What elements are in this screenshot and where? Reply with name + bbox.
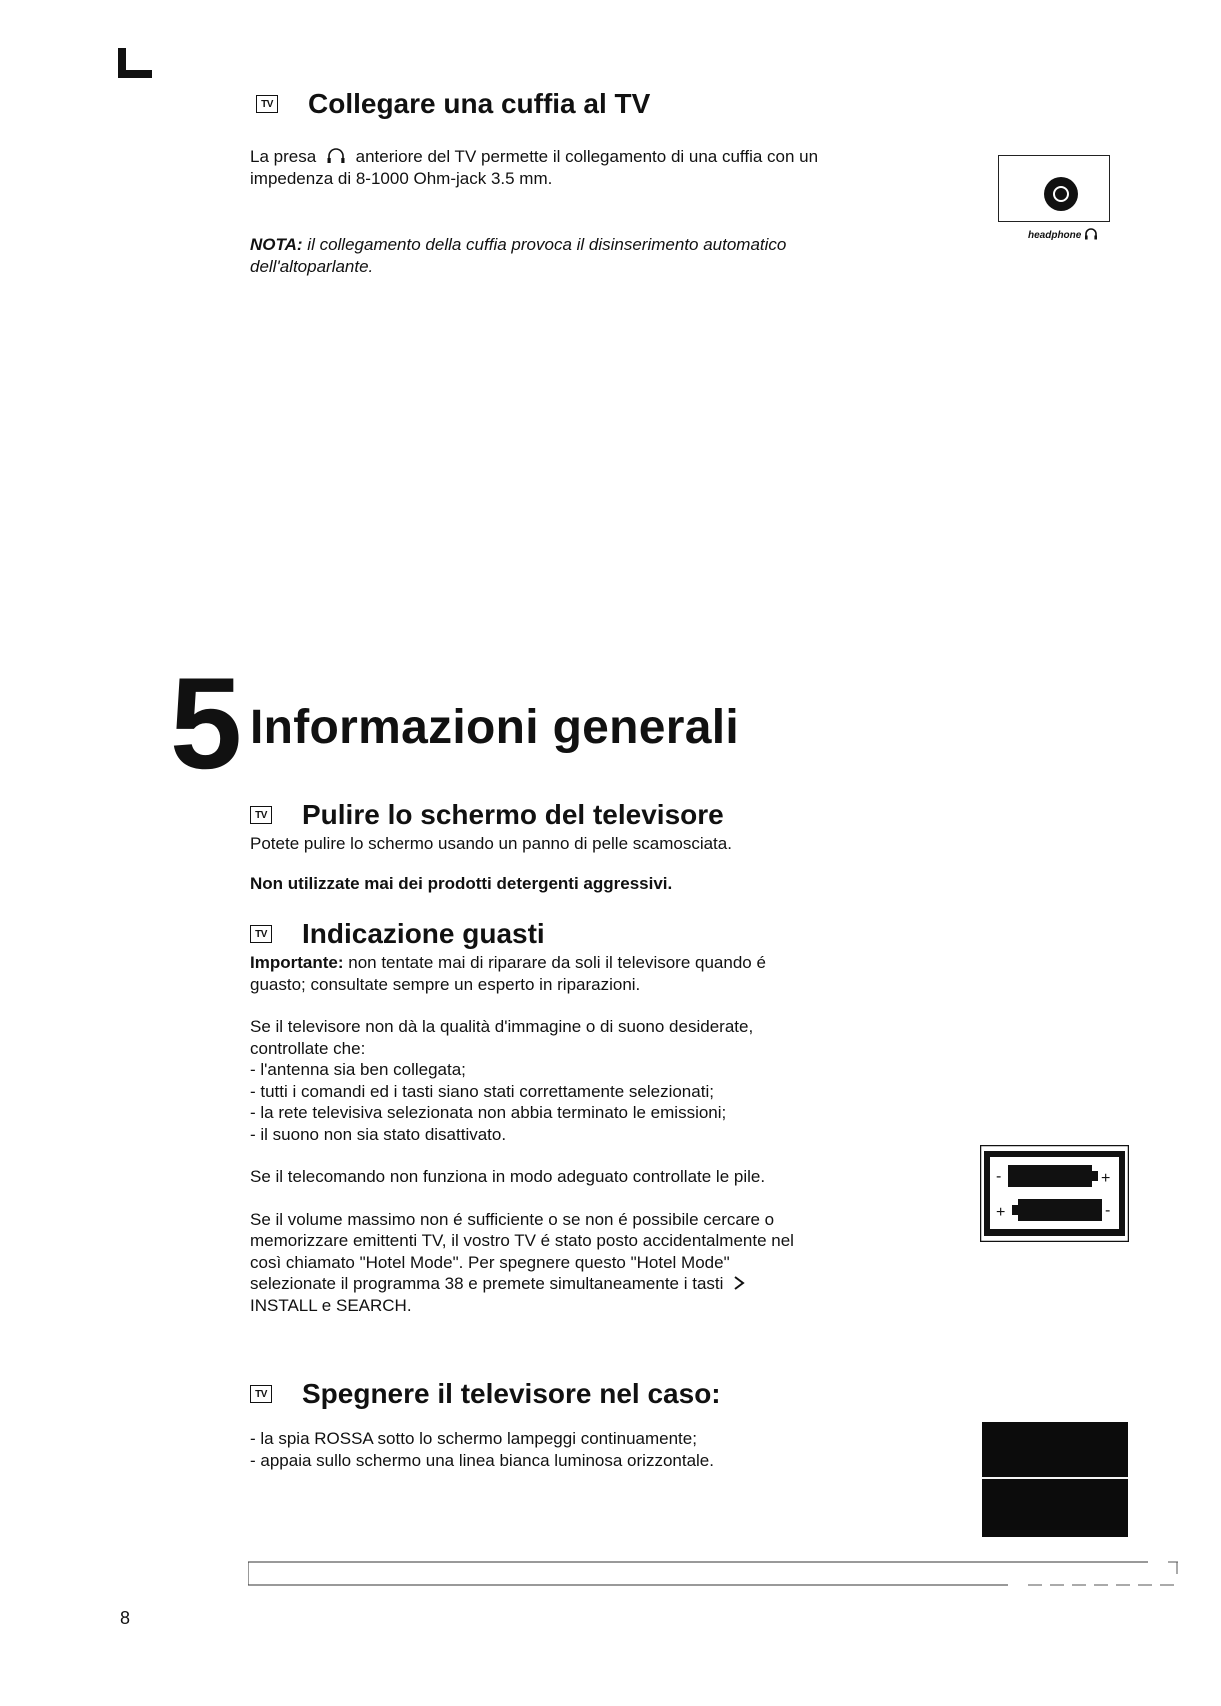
faults-heading [250,918,820,950]
headphone-paragraph [250,146,870,189]
arrow-right-icon [732,1275,746,1291]
headphone-note [250,234,850,277]
remote-text: Se il telecomando non funziona in modo adeguato controllate le pile. [250,1167,766,1186]
cleaning-title: Pulire lo schermo del televisore [302,799,724,830]
cleaning-text: Potete pulire lo schermo usando un panno di pelle scamosciata. [250,834,732,853]
svg-text:5: 5 [169,662,243,780]
battery-figure [980,1145,1129,1242]
hotel-mode-text-1: Se il volume massimo non é sufficiente o se non é possibile cercare o memorizzare emittenti TV, il vostro TV é stato posto accidentalmente nel così chiamato "Hotel Mode". Per spegnere questo "Hotel Mode" selezionate il programma 38 e premete simultaneamente i tasti [250,1209,794,1293]
faults-important [250,952,820,995]
cleaning-heading [250,799,732,831]
headphone-small-icon [1084,228,1098,240]
cleaning-warning: Non utilizzate mai dei prodotti detergenti aggressivi. [250,873,673,893]
headphone-text-start: La presa [250,147,317,166]
important-label: Importante: [250,953,344,972]
list-item: - la spia ROSSA sotto lo schermo lampeggi continuamente; [250,1429,697,1448]
battery-minus-top: - [996,1168,1002,1185]
switch-off-list [250,1428,870,1471]
tv-icon: TV [256,95,278,113]
tv-screen-white-line [982,1477,1128,1479]
chapter-number-graphic [160,662,252,780]
battery-plus-top: + [1101,1170,1111,1187]
tv-screen-figure [982,1422,1128,1537]
chapter-title: Informazioni generali [250,701,740,754]
hotel-mode-text [250,1209,810,1317]
headphone-text-end: anteriore del TV permette il collegamento di una cuffia con un impedenza di 8-1000 Ohm-jack 3.5 mm. [250,147,819,188]
hotel-mode-text-2: INSTALL e SEARCH. [250,1295,412,1315]
list-item: - l'antenna sia ben collegata; [250,1060,466,1079]
note-label: NOTA: [250,235,303,254]
switch-off-title: Spegnere il televisore nel caso: [302,1378,721,1409]
footer-rule [248,1560,1178,1587]
page-number: 8 [120,1608,131,1628]
switch-off-heading [250,1378,870,1410]
section-switch-off [250,1378,870,1471]
tv-icon: TV [250,1385,272,1403]
tv-icon: TV [250,925,272,943]
battery-minus-bottom: - [1105,1202,1111,1219]
faults-check-intro: Se il televisore non dà la qualità d'immagine o di suono desiderate, controllate che: [250,1017,754,1058]
important-text: non tentate mai di riparare da soli il televisore quando é guasto; consultate sempre un esperto in riparazioni. [250,953,766,994]
list-item: - tutti i comandi ed i tasti siano stati correttamente selezionati; [250,1081,714,1101]
section-title [256,88,650,120]
list-item: - la rete televisiva selezionata non abbia terminato le emissioni; [250,1103,727,1122]
headphone-socket-icon [1044,177,1078,211]
battery-plus-bottom: + [996,1204,1006,1221]
section-cleaning [250,799,732,894]
headphone-figure-label: headphone [1028,228,1098,241]
corner-mark [118,48,152,78]
faults-title: Indicazione guasti [302,918,545,949]
headphone-title: Collegare una cuffia al TV [308,88,651,119]
list-item: - il suono non sia stato disattivato. [250,1124,507,1144]
section-faults [250,918,820,1316]
note-text: il collegamento della cuffia provoca il disinserimento automatico dell'altoparlante. [250,235,787,276]
list-item: - appaia sullo schermo una linea bianca luminosa orizzontale. [250,1450,714,1470]
faults-check-list [250,1059,820,1145]
section-headphone-heading [256,88,650,120]
tv-icon: TV [250,806,272,824]
headphone-icon [325,148,347,164]
